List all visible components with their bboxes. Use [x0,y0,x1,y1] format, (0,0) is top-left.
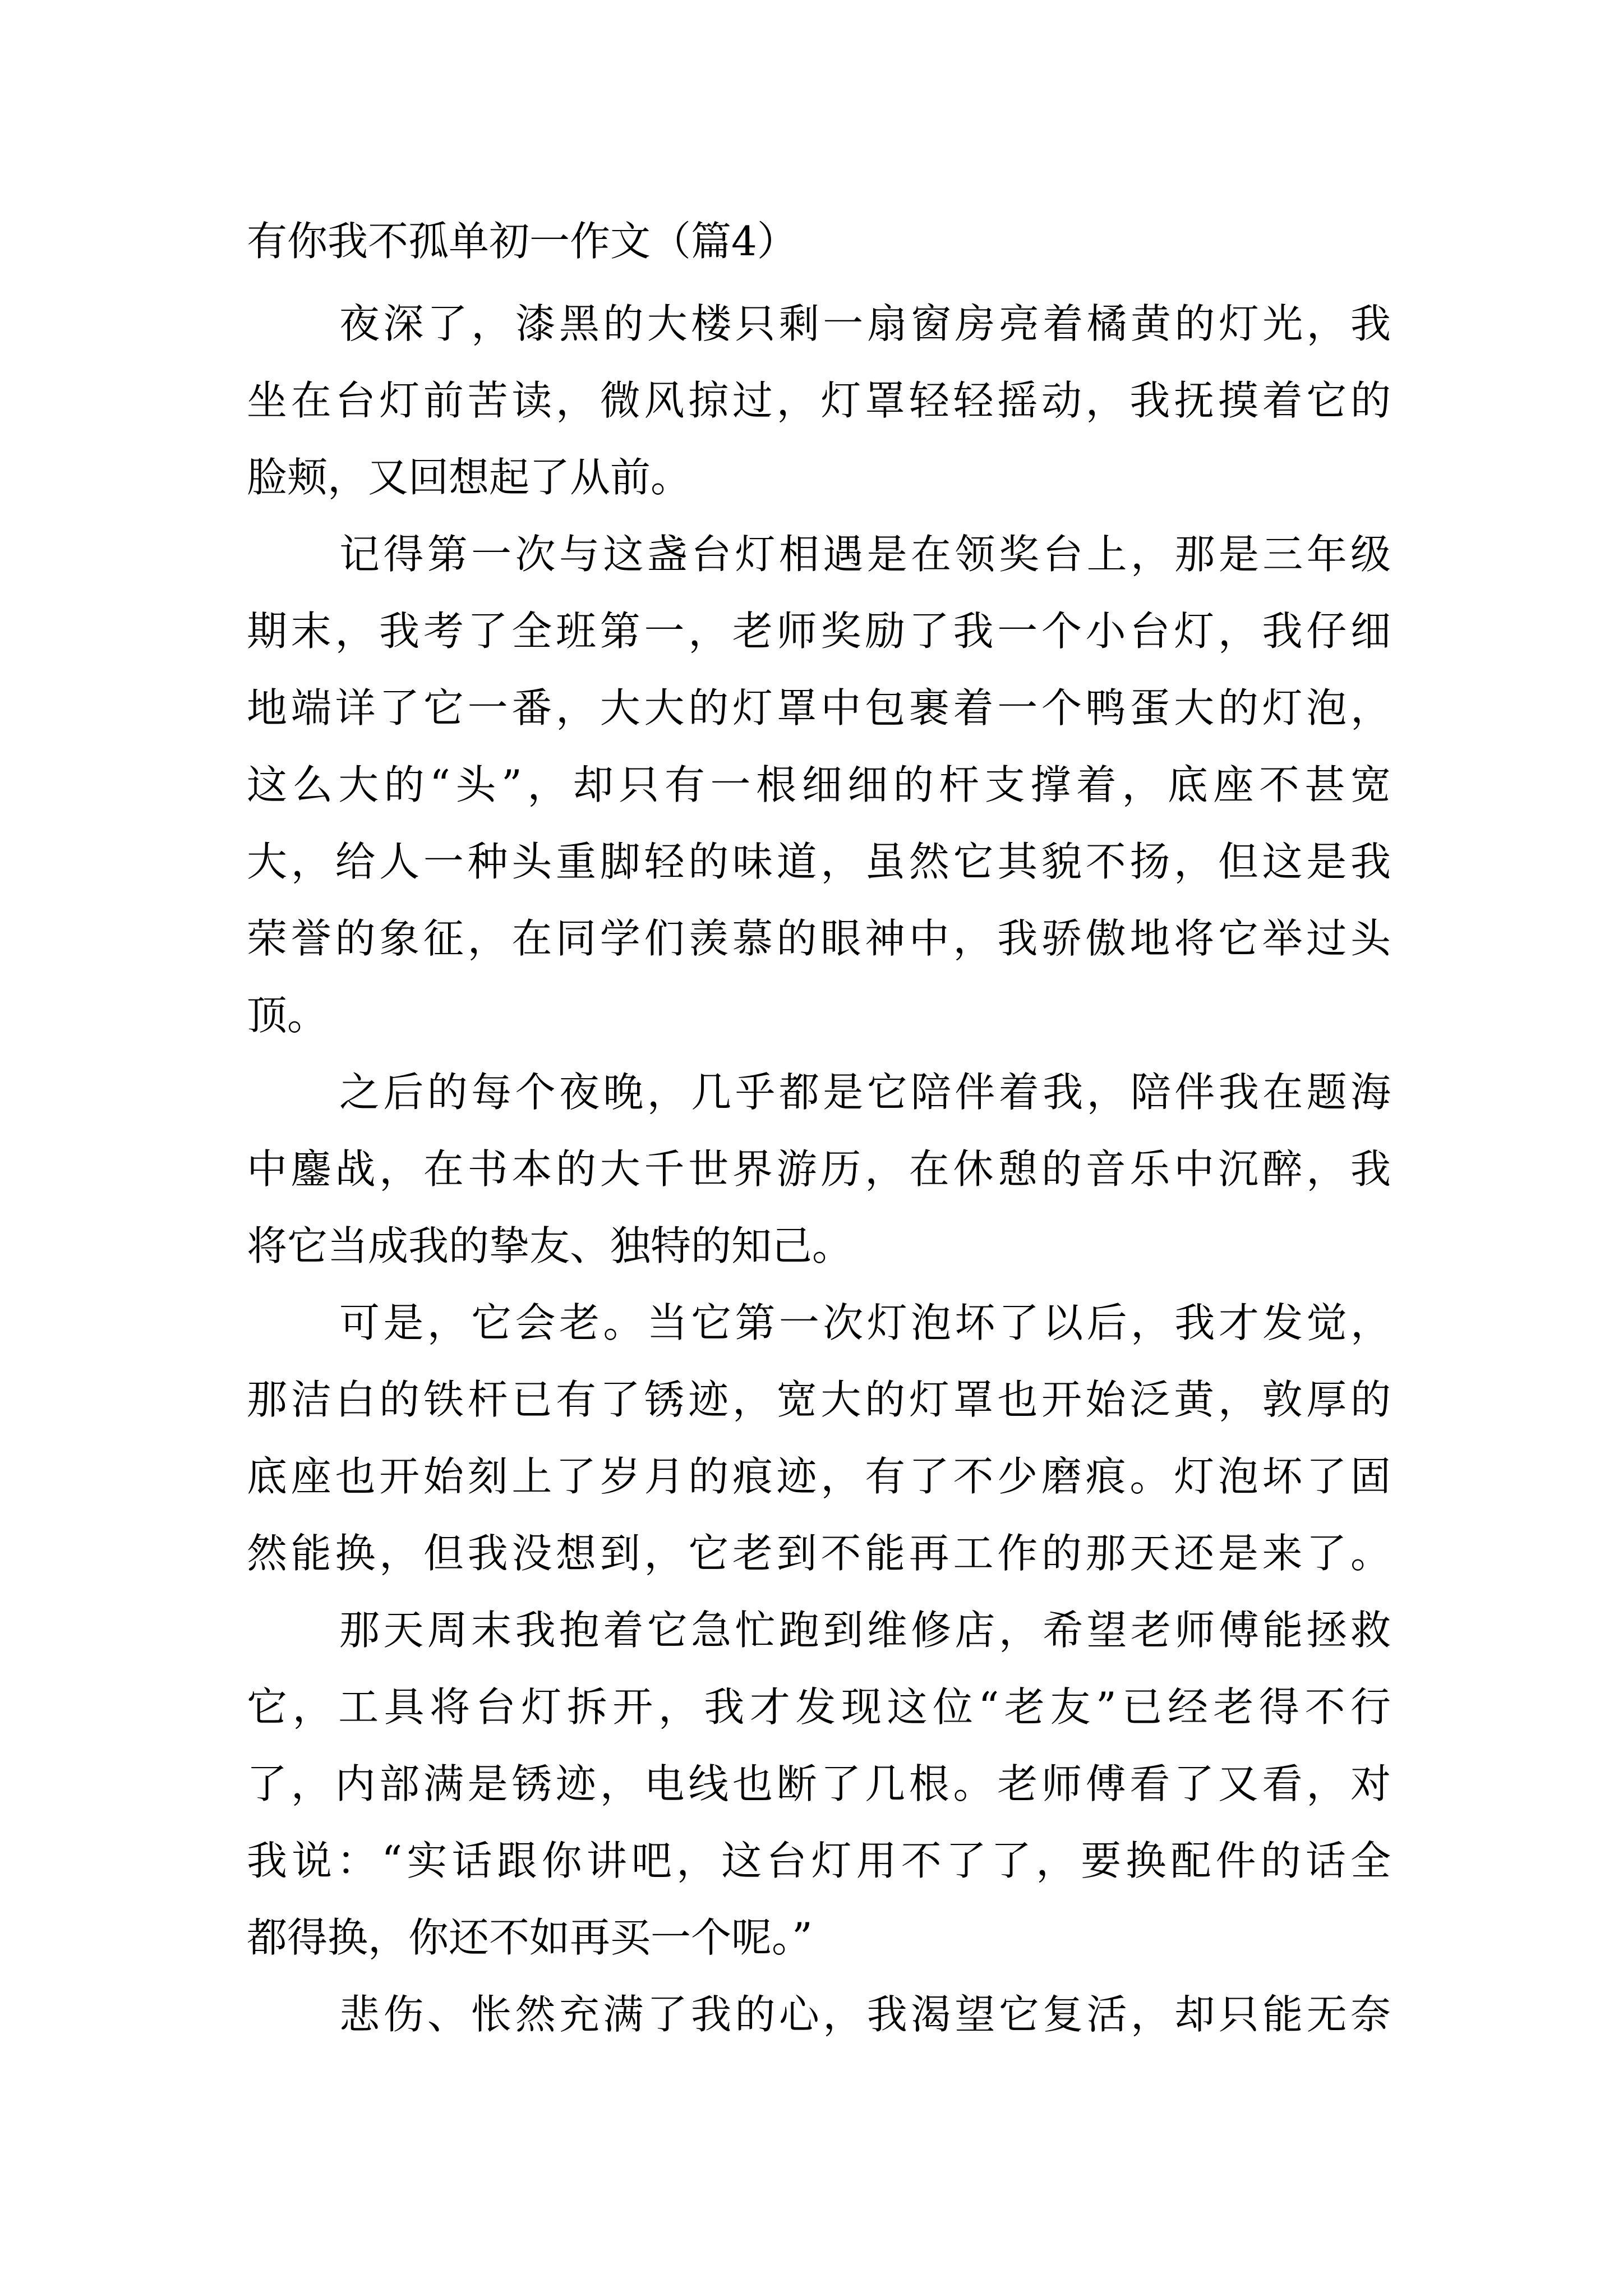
paragraph-line: 都得换，你还不如再买一个呢。” [247,1914,813,1961]
paragraph-line: 坐在台灯前苦读，微风掠过，灯罩轻轻摇动，我抚摸着它的 [247,377,1391,424]
paragraph-line: 夜深了，漆黑的大楼只剩一扇窗房亮着橘黄的灯光，我 [339,300,1391,347]
document-title: 有你我不孤单初一作文（篇4） [247,218,797,265]
paragraph-line: 然能换，但我没想到，它老到不能再工作的那天还是来了。 [247,1530,1391,1577]
paragraph-line: 底座也开始刻上了岁月的痕迹，有了不少磨痕。灯泡坏了固 [247,1453,1391,1500]
paragraph-line: 脸颊，又回想起了从前。 [247,454,691,501]
paragraph-line: 地端详了它一番，大大的灯罩中包裹着一个鸭蛋大的灯泡， [247,684,1391,731]
paragraph-line: 了，内部满是锈迹，电线也断了几根。老师傅看了又看，对 [247,1760,1391,1807]
paragraph-line: 这么大的“头”，却只有一根细细的杆支撑着，底座不甚宽 [247,761,1391,808]
paragraph-line: 顶。 [247,992,328,1039]
paragraph-line: 我说：“实话跟你讲吧，这台灯用不了了，要换配件的话全 [247,1837,1391,1884]
paragraph-line: 中鏖战，在书本的大千世界游历，在休憩的音乐中沉醉，我 [247,1145,1391,1193]
paragraph-line: 将它当成我的挚友、独特的知己。 [247,1222,853,1269]
paragraph-line: 荣誉的象征，在同学们羡慕的眼神中，我骄傲地将它举过头 [247,915,1391,962]
paragraph-line: 之后的每个夜晚，几乎都是它陪伴着我，陪伴我在题海 [339,1069,1391,1116]
paragraph-line: 期末，我考了全班第一，老师奖励了我一个小台灯，我仔细 [247,608,1391,655]
paragraph-line: 那天周末我抱着它急忙跑到维修店，希望老师傅能拯救 [339,1607,1391,1654]
paragraph-line: 悲伤、怅然充满了我的心，我渴望它复活，却只能无奈 [339,1991,1391,2038]
paragraph-line: 它，工具将台灯拆开，我才发现这位“老友”已经老得不行 [247,1683,1391,1731]
paragraph-line: 记得第一次与这盏台灯相遇是在领奖台上，那是三年级 [339,531,1391,578]
paragraph-line: 那洁白的铁杆已有了锈迹，宽大的灯罩也开始泛黄，敦厚的 [247,1376,1391,1423]
paragraph-line: 大，给人一种头重脚轻的味道，虽然它其貌不扬，但这是我 [247,838,1391,885]
paragraph-line: 可是，它会老。当它第一次灯泡坏了以后，我才发觉， [339,1299,1391,1346]
